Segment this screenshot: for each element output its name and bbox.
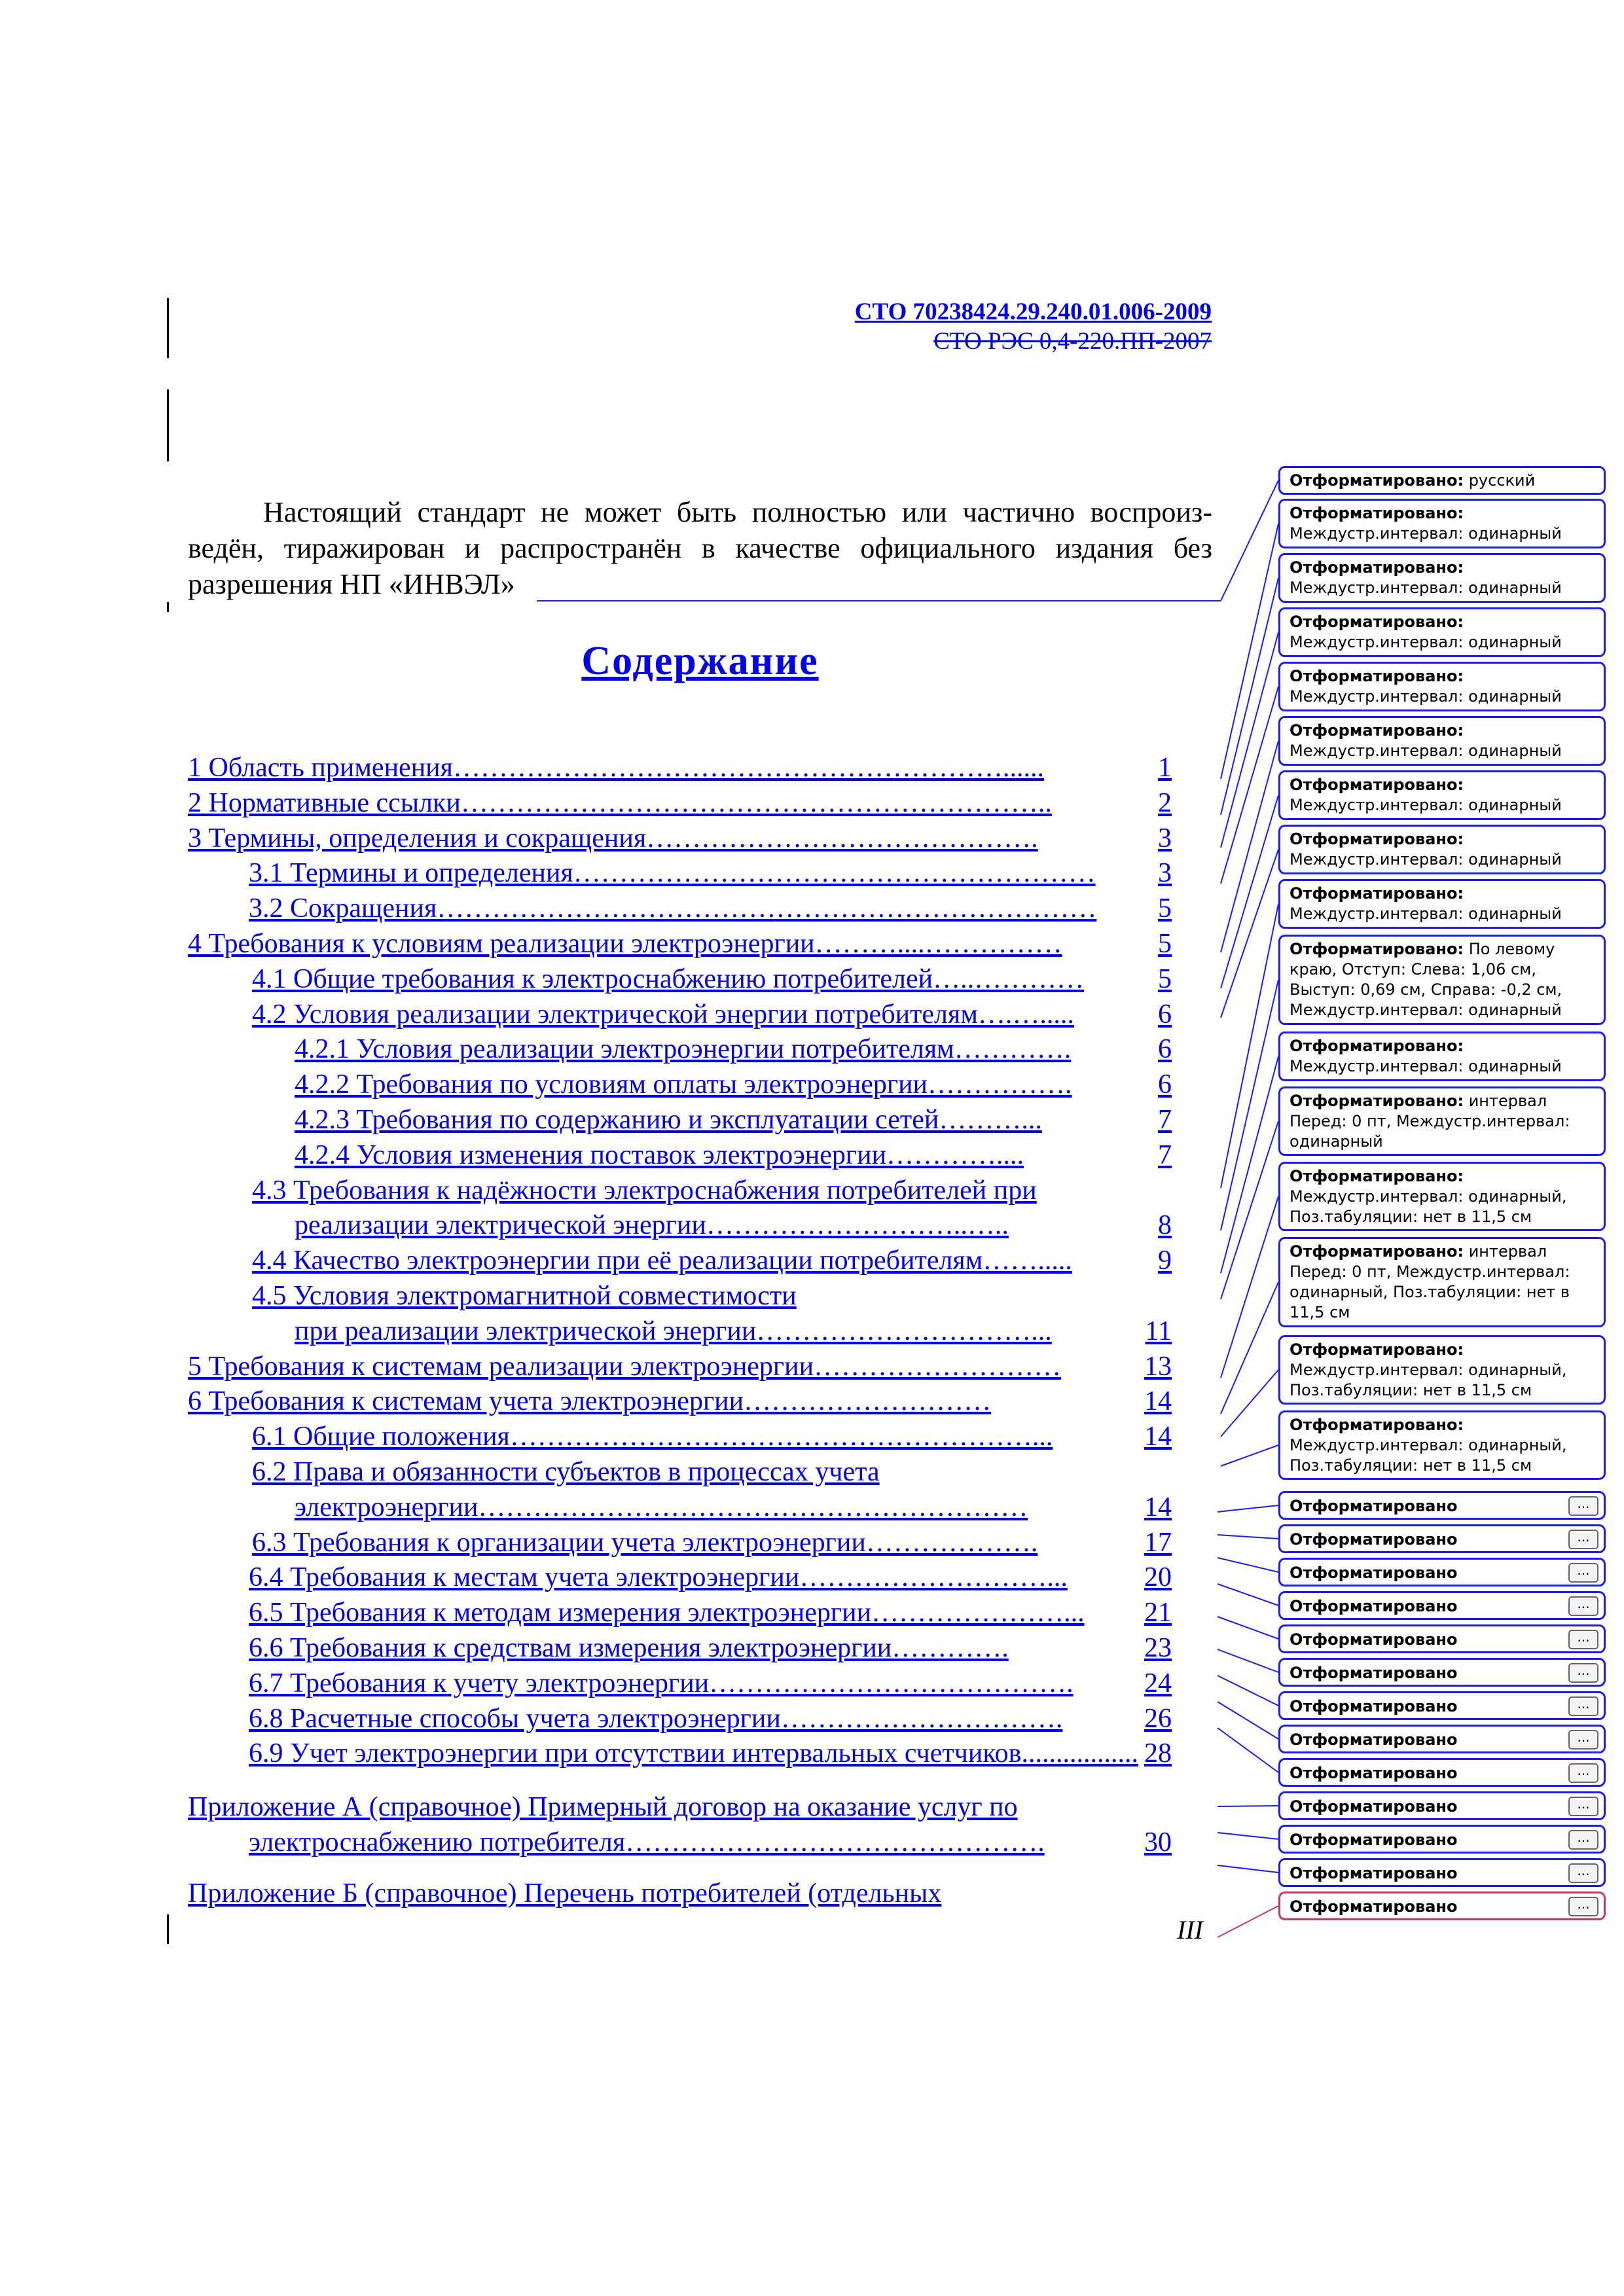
format-comment-balloon[interactable] bbox=[1278, 662, 1606, 711]
comment-label: Отформатировано: bbox=[1290, 1092, 1464, 1110]
comment-text: Междустр.интервал: одинарный bbox=[1290, 633, 1562, 651]
format-comment-balloon[interactable] bbox=[1278, 716, 1606, 766]
toc-page-number[interactable]: 3 bbox=[1158, 823, 1172, 853]
toc-entry-text: Приложение Б (справочное) Перечень потребителей (отдельных bbox=[188, 1878, 942, 1909]
collapsed-comment-balloon[interactable] bbox=[1278, 1691, 1606, 1720]
comment-label: Отформатировано: bbox=[1290, 1037, 1464, 1055]
comment-label: Отформатировано bbox=[1290, 1664, 1458, 1682]
copyright-text: Настоящий стандарт не может быть полностью или частично воспроиз- ведён, тиражирован и распространён в качестве официального издания без разрешения НП «ИНВЭЛ» bbox=[188, 496, 1212, 600]
comment-label: Отформатировано bbox=[1290, 1897, 1458, 1916]
expand-comment-button[interactable]: ... bbox=[1568, 1797, 1598, 1816]
connector-line bbox=[1218, 1617, 1278, 1639]
toc-entry-text: 4.2.3 Требования по содержанию и эксплуатации сетей………... bbox=[295, 1105, 1042, 1135]
format-comment-balloon[interactable] bbox=[1278, 499, 1606, 548]
comment-text: интервал Перед: 0 пт, Междустр.интервал: одинарный, Поз.табуляции: нет в 11,5 см bbox=[1290, 1242, 1570, 1321]
toc-page-number[interactable]: 7 bbox=[1158, 1105, 1172, 1135]
toc-entry-text: 6.1 Общие положения…………………………………………………... bbox=[252, 1422, 1053, 1452]
toc-entry-text: 6.5 Требования к методам измерения электроэнергии…………………... bbox=[249, 1598, 1085, 1628]
comment-text: Междустр.интервал: одинарный bbox=[1290, 742, 1562, 760]
format-comment-balloon[interactable] bbox=[1278, 879, 1606, 929]
toc-entry-text: электроснабжению потребителя………………………………………. bbox=[249, 1827, 1045, 1857]
toc-page-number[interactable]: 23 bbox=[1144, 1633, 1172, 1663]
toc-entry-text: электроэнергии…………………………………………………… bbox=[295, 1492, 1028, 1522]
format-comment-balloon[interactable] bbox=[1278, 770, 1606, 820]
toc-entry-text: 4.2.2 Требования по условиям оплаты электроэнергии……………. bbox=[295, 1069, 1072, 1100]
connector-line bbox=[1221, 1445, 1278, 1466]
toc-page-number[interactable]: 17 bbox=[1144, 1527, 1172, 1558]
collapsed-comment-balloon[interactable] bbox=[1278, 1725, 1606, 1753]
toc-entry-text: 6.8 Расчетные способы учета электроэнергии…………………………. bbox=[249, 1703, 1063, 1734]
toc-page-number[interactable]: 14 bbox=[1144, 1386, 1172, 1417]
format-comment-balloon[interactable] bbox=[1278, 607, 1606, 657]
collapsed-comment-balloon[interactable] bbox=[1278, 1558, 1606, 1587]
comment-text: Междустр.интервал: одинарный bbox=[1290, 579, 1562, 597]
comment-label: Отформатировано bbox=[1290, 1697, 1458, 1715]
toc-entry-text: 6.2 Права и обязанности субъектов в процессах учета bbox=[252, 1457, 880, 1487]
toc-page-number[interactable]: 24 bbox=[1144, 1668, 1172, 1698]
expand-comment-button[interactable]: ... bbox=[1568, 1630, 1598, 1649]
toc-entry-text: 1 Область применения……………………………………………………...... bbox=[188, 753, 1044, 783]
comment-label: Отформатировано bbox=[1290, 1831, 1458, 1849]
expand-comment-button[interactable]: ... bbox=[1568, 1730, 1598, 1749]
toc-page-number[interactable]: 6 bbox=[1158, 999, 1172, 1030]
comment-label: Отформатировано bbox=[1290, 1564, 1458, 1582]
toc-entry-text: 6.3 Требования к организации учета электроэнергии………………. bbox=[252, 1527, 1038, 1558]
format-comment-balloon[interactable] bbox=[1278, 935, 1606, 1025]
collapsed-comment-balloon[interactable] bbox=[1278, 1524, 1606, 1553]
connector-line bbox=[1221, 741, 1278, 952]
toc-page-number[interactable]: 28 bbox=[1144, 1738, 1172, 1769]
toc-entry-text: 4.5 Условия электромагнитной совместимости bbox=[252, 1281, 797, 1311]
comment-label: Отформатировано: bbox=[1290, 1340, 1464, 1359]
toc-entry-text: 3 Термины, определения и сокращения……………………………………. bbox=[188, 823, 1038, 853]
connector-line bbox=[1218, 1702, 1278, 1739]
comment-text: Междустр.интервал: одинарный, Поз.табуляции: нет в 11,5 см bbox=[1290, 1361, 1567, 1399]
comment-text: Междустр.интервал: одинарный bbox=[1290, 850, 1562, 869]
toc-page-number[interactable]: 1 bbox=[1158, 753, 1172, 783]
connector-line bbox=[1221, 1056, 1278, 1273]
connector-line bbox=[1221, 795, 1278, 988]
connector-line bbox=[1218, 1833, 1278, 1839]
expand-comment-button[interactable]: ... bbox=[1568, 1563, 1598, 1583]
comment-label: Отформатировано: bbox=[1290, 558, 1464, 577]
comment-label: Отформатировано: bbox=[1290, 1167, 1464, 1185]
toc-title[interactable]: Содержание bbox=[581, 639, 819, 683]
connector-line bbox=[1221, 687, 1278, 884]
format-comment-balloon[interactable] bbox=[1278, 1162, 1606, 1231]
comment-label: Отформатировано bbox=[1290, 1764, 1458, 1782]
comment-text: русский bbox=[1464, 471, 1536, 490]
toc-page-number[interactable]: 3 bbox=[1158, 858, 1172, 889]
toc-page-number[interactable]: 8 bbox=[1158, 1210, 1172, 1241]
comment-label: Отформатировано: bbox=[1290, 1416, 1464, 1434]
connector-line bbox=[1218, 1584, 1278, 1605]
comment-text: Междустр.интервал: одинарный bbox=[1290, 524, 1562, 543]
toc-entry-text: 6.7 Требования к учету электроэнергии…………………………………. bbox=[249, 1668, 1074, 1698]
expand-comment-button[interactable]: ... bbox=[1568, 1596, 1598, 1616]
comment-label: Отформатировано bbox=[1290, 1530, 1458, 1549]
expand-comment-button[interactable]: ... bbox=[1568, 1496, 1598, 1516]
document-code: СТО 70238424.29.240.01.006-2009 bbox=[854, 298, 1212, 325]
toc-page-number[interactable]: 26 bbox=[1144, 1703, 1172, 1734]
format-comment-balloon[interactable] bbox=[1278, 553, 1606, 603]
toc-entry-text: реализации электрической энергии………………………..….. bbox=[295, 1210, 1009, 1241]
comment-label: Отформатировано bbox=[1290, 1597, 1458, 1615]
connector-line bbox=[1218, 1558, 1278, 1572]
comment-label: Отформатировано: bbox=[1290, 504, 1464, 522]
comment-text: Междустр.интервал: одинарный bbox=[1290, 796, 1562, 814]
comment-label: Отформатировано: bbox=[1290, 884, 1464, 903]
toc-entry-text: 3.1 Термины и определения………………………………………………… bbox=[249, 858, 1096, 889]
toc-entry-text: 4 Требования к условиям реализации электроэнергии………....…………… bbox=[188, 929, 1062, 959]
connector-line bbox=[1221, 1370, 1278, 1437]
toc-page-number[interactable]: 13 bbox=[1144, 1351, 1172, 1382]
comment-label: Отформатировано: bbox=[1290, 471, 1464, 490]
comment-label: Отформатировано: bbox=[1290, 721, 1464, 740]
toc-entry-text: 6.9 Учет электроэнергии при отсутствии интервальных счетчиков................. bbox=[249, 1738, 1138, 1769]
toc-page-number[interactable]: 5 bbox=[1158, 893, 1172, 924]
comment-label: Отформатировано bbox=[1290, 1630, 1458, 1649]
collapsed-comment-balloon[interactable] bbox=[1278, 1825, 1606, 1854]
comment-text: интервал Перед: 0 пт, Междустр.интервал: одинарный bbox=[1290, 1092, 1570, 1151]
toc-page-number[interactable]: 11 bbox=[1145, 1316, 1172, 1346]
expand-comment-button[interactable]: ... bbox=[1568, 1763, 1598, 1783]
comment-label: Отформатировано bbox=[1290, 1797, 1458, 1816]
comment-label: Отформатировано: bbox=[1290, 776, 1464, 794]
expand-comment-button[interactable]: ... bbox=[1568, 1897, 1598, 1916]
expand-comment-button[interactable]: ... bbox=[1568, 1530, 1598, 1549]
toc-page-number[interactable]: 2 bbox=[1158, 787, 1172, 818]
toc-entry-text: 6.4 Требования к местам учета электроэнергии………………………... bbox=[249, 1562, 1068, 1593]
connector-line bbox=[1218, 1906, 1278, 1937]
comment-label: Отформатировано bbox=[1290, 1864, 1458, 1882]
comment-label: Отформатировано bbox=[1290, 1497, 1458, 1515]
comment-text: Междустр.интервал: одинарный, Поз.табуляции: нет в 11,5 см bbox=[1290, 1436, 1567, 1475]
comment-label: Отформатировано: bbox=[1290, 1242, 1464, 1261]
connector-line bbox=[1221, 904, 1278, 1188]
connector-line bbox=[1218, 1728, 1278, 1772]
connector-line bbox=[1221, 578, 1278, 815]
comment-text: Междустр.интервал: одинарный bbox=[1290, 905, 1562, 923]
document-code-deleted: СТО РЭС 0,4-220.ПП-2007 bbox=[933, 328, 1212, 355]
expand-comment-button[interactable]: ... bbox=[1568, 1663, 1598, 1683]
toc-entry-text: 4.1 Общие требования к электроснабжению потребителей…..………… bbox=[252, 963, 1085, 994]
format-comment-balloon[interactable] bbox=[1278, 1237, 1606, 1327]
format-comment-balloon[interactable] bbox=[1278, 1335, 1606, 1405]
toc-entry-text: 5 Требования к системам реализации электроэнергии……………………… bbox=[188, 1351, 1062, 1382]
connector-line bbox=[1218, 1865, 1278, 1873]
format-comment-balloon[interactable] bbox=[1278, 1410, 1606, 1480]
toc-page-number[interactable]: 5 bbox=[1158, 963, 1172, 994]
connector-line bbox=[1218, 1535, 1278, 1539]
toc-entry-text: 4.2.4 Условия изменения поставок электроэнергии………….... bbox=[295, 1139, 1024, 1170]
connector-line bbox=[1221, 980, 1278, 1230]
toc-page-number[interactable]: 14 bbox=[1144, 1492, 1172, 1522]
connector-line bbox=[1218, 1676, 1278, 1706]
toc-entry-text: 6 Требования к системам учета электроэнергии……………………… bbox=[188, 1386, 992, 1417]
toc-page-number[interactable]: 7 bbox=[1158, 1139, 1172, 1170]
toc-entry-text: при реализации электрической энергии…………………………... bbox=[295, 1316, 1052, 1346]
connector-line bbox=[1218, 1649, 1278, 1672]
connector-line bbox=[1218, 1505, 1278, 1512]
toc-entry-text: 2 Нормативные ссылки……………………………………………………….. bbox=[188, 787, 1052, 818]
toc-page-number[interactable]: 30 bbox=[1144, 1827, 1172, 1857]
comment-text: Междустр.интервал: одинарный, Поз.табуляции: нет в 11,5 см bbox=[1290, 1187, 1567, 1226]
format-comment-balloon[interactable] bbox=[1278, 1031, 1606, 1081]
format-comment-balloon[interactable] bbox=[1278, 825, 1606, 874]
toc-entry-text: 6.6 Требования к средствам измерения электроэнергии…………. bbox=[249, 1633, 1009, 1663]
comment-text: Междустр.интервал: одинарный bbox=[1290, 1057, 1562, 1075]
format-comment-balloon[interactable] bbox=[1278, 466, 1606, 495]
comment-label: Отформатировано: bbox=[1290, 830, 1464, 848]
page-number: III bbox=[1177, 1915, 1203, 1945]
comment-text: По левому краю, Отступ: Слева: 1,06 см, Выступ: 0,69 см, Справа: -0,2 см, Междустр.интервал: одинарный bbox=[1290, 940, 1562, 1019]
toc-entry-text: 4.2 Условия реализации электрической энергии потребителям….…..... bbox=[252, 999, 1074, 1030]
expand-comment-button[interactable]: ... bbox=[1568, 1830, 1598, 1850]
collapsed-comment-balloon[interactable] bbox=[1278, 1791, 1606, 1820]
toc-page-number[interactable]: 9 bbox=[1158, 1246, 1172, 1276]
toc-page-number[interactable]: 14 bbox=[1144, 1422, 1172, 1452]
comment-label: Отформатировано: bbox=[1290, 940, 1464, 958]
comment-text: Междустр.интервал: одинарный bbox=[1290, 687, 1562, 706]
collapsed-comment-balloon[interactable] bbox=[1278, 1892, 1606, 1920]
comment-label: Отформатировано: bbox=[1290, 613, 1464, 631]
toc-entry-text: 4.2.1 Условия реализации электроэнергии потребителям…………. bbox=[295, 1034, 1072, 1065]
collapsed-comment-balloon[interactable] bbox=[1278, 1591, 1606, 1620]
toc-entry-text: 4.4 Качество электроэнергии при её реализации потребителям……..... bbox=[252, 1246, 1072, 1276]
comment-label: Отформатировано bbox=[1290, 1731, 1458, 1749]
toc-page-number[interactable]: 21 bbox=[1144, 1598, 1172, 1628]
collapsed-comment-balloon[interactable] bbox=[1278, 1491, 1606, 1520]
toc-page-number[interactable]: 5 bbox=[1158, 929, 1172, 959]
collapsed-comment-balloon[interactable] bbox=[1278, 1658, 1606, 1687]
toc-entry-text: Приложение А (справочное) Примерный договор на оказание услуг по bbox=[188, 1792, 1018, 1823]
expand-comment-button[interactable]: ... bbox=[1568, 1863, 1598, 1883]
toc-entry-text: 4.3 Требования к надёжности электроснабжения потребителей при bbox=[252, 1175, 1037, 1206]
format-comment-balloon[interactable] bbox=[1278, 1086, 1606, 1156]
connector-line bbox=[1221, 480, 1278, 601]
collapsed-comment-balloon[interactable] bbox=[1278, 1758, 1606, 1787]
expand-comment-button[interactable]: ... bbox=[1568, 1696, 1598, 1716]
connector-line bbox=[1221, 1196, 1278, 1378]
comment-label: Отформатировано: bbox=[1290, 667, 1464, 685]
toc-page-number[interactable]: 20 bbox=[1144, 1562, 1172, 1593]
collapsed-comment-balloon[interactable] bbox=[1278, 1858, 1606, 1887]
connector-line bbox=[1221, 850, 1278, 1018]
connector-line bbox=[1221, 1282, 1278, 1414]
collapsed-comment-balloon[interactable] bbox=[1278, 1624, 1606, 1653]
toc-entry-text: 3.2 Сокращения……………………………………………………………… bbox=[249, 893, 1097, 924]
toc-page-number[interactable]: 6 bbox=[1158, 1034, 1172, 1065]
toc-page-number[interactable]: 6 bbox=[1158, 1069, 1172, 1100]
